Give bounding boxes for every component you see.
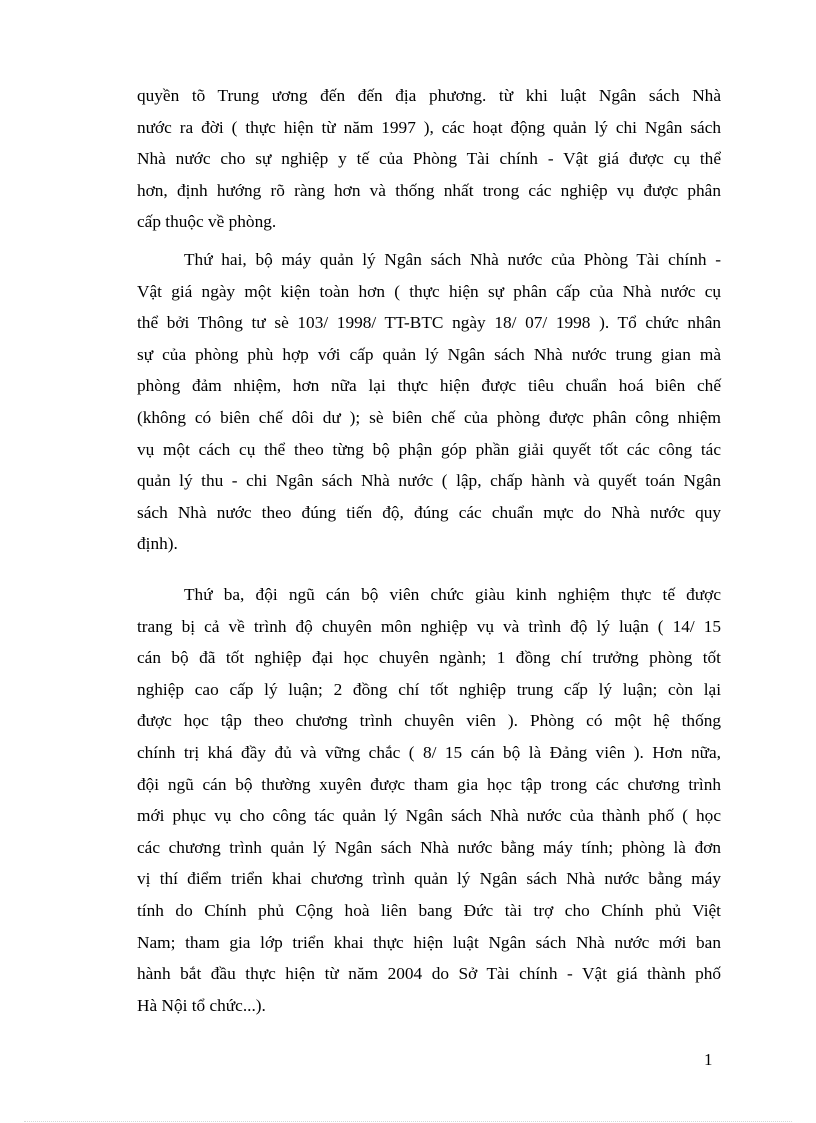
text-line: cấp thuộc về phòng. <box>137 212 277 232</box>
text-line: định). <box>137 534 178 554</box>
page-bottom-divider <box>24 1121 792 1122</box>
text-line: Nam; tham gia lớp triển khai thực hiện luật Ngân sách Nhà nước mới ban <box>137 932 721 952</box>
text-line: phòng đảm nhiệm, hơn nữa lại thực hiện được tiêu chuẩn hoá biên chế <box>137 376 721 396</box>
text-line: chính trị khá đầy đủ và vững chắc ( 8/ 15 cán bộ là Đảng viên ). Hơn nữa, <box>137 742 721 762</box>
text-line: tính do Chính phủ Cộng hoà liên bang Đức tài trợ cho Chính phủ Việt <box>137 900 721 920</box>
text-line: Thứ ba, đội ngũ cán bộ viên chức giàu kinh nghiệm thực tế được <box>184 585 721 604</box>
text-line: Hà Nội tổ chức...). <box>137 995 266 1015</box>
page-number: 1 <box>704 1050 713 1069</box>
text-line: vị thí điểm triển khai chương trình quản lý Ngân sách Nhà nước bằng máy <box>137 869 721 889</box>
paragraph-3 <box>137 579 721 1021</box>
paragraph-2 <box>137 244 721 560</box>
text-line: (không có biên chế dôi dư ); sè biên chế của phòng được phân công nhiệm <box>137 407 721 427</box>
text-line: được học tập theo chương trình chuyên viên ). Phòng có một hệ thống <box>137 711 721 731</box>
text-line: vụ một cách cụ thể theo từng bộ phận góp phần giải quyết tốt các công tác <box>137 439 721 459</box>
text-line: hơn, định hướng rõ ràng hơn và thống nhất trong các nghiệp vụ được phân <box>137 180 721 200</box>
text-line: hành bắt đầu thực hiện từ năm 2004 do Sở Tài chính - Vật giá thành phố <box>137 964 721 984</box>
text-line: Nhà nước cho sự nghiệp y tế của Phòng Tài chính - Vật giá được cụ thể <box>137 149 721 169</box>
text-line: nước ra đời ( thực hiện từ năm 1997 ), các hoạt động quản lý chi Ngân sách <box>137 117 721 137</box>
text-line: nghiệp cao cấp lý luận; 2 đồng chí tốt nghiệp trung cấp lý luận; còn lại <box>137 679 721 699</box>
text-line: quyền tõ Trung ương đến đến địa phương. từ khi luật Ngân sách Nhà <box>137 86 721 105</box>
text-line: Thứ hai, bộ máy quản lý Ngân sách Nhà nước của Phòng Tài chính - <box>184 250 721 269</box>
text-line: sự của phòng phù hợp với cấp quản lý Ngân sách Nhà nước trung gian mà <box>137 344 721 364</box>
text-line: Vật giá ngày một kiện toàn hơn ( thực hiện sự phân cấp của Nhà nước cụ <box>137 281 721 301</box>
text-line: trang bị cả về trình độ chuyên môn nghiệp vụ và trình độ lý luận ( 14/ 15 <box>137 616 721 636</box>
text-line: cán bộ đã tốt nghiệp đại học chuyên ngành; 1 đồng chí trưởng phòng tốt <box>137 648 721 668</box>
text-line: thể bởi Thông tư sè 103/ 1998/ TT-BTC ngày 18/ 07/ 1998 ). Tổ chức nhân <box>137 313 721 333</box>
text-line: các chương trình quản lý Ngân sách Nhà nước bằng máy tính; phòng là đơn <box>137 837 721 857</box>
text-line: quản lý thu - chi Ngân sách Nhà nước ( lập, chấp hành và quyết toán Ngân <box>137 471 721 491</box>
text-line: mới phục vụ cho công tác quản lý Ngân sách Nhà nước của thành phố ( học <box>137 806 721 826</box>
text-line: sách Nhà nước theo đúng tiến độ, đúng các chuẩn mực do Nhà nước quy <box>137 502 721 522</box>
paragraph-1 <box>137 80 721 238</box>
text-line: đội ngũ cán bộ thường xuyên được tham gia học tập trong các chương trình <box>137 774 721 794</box>
